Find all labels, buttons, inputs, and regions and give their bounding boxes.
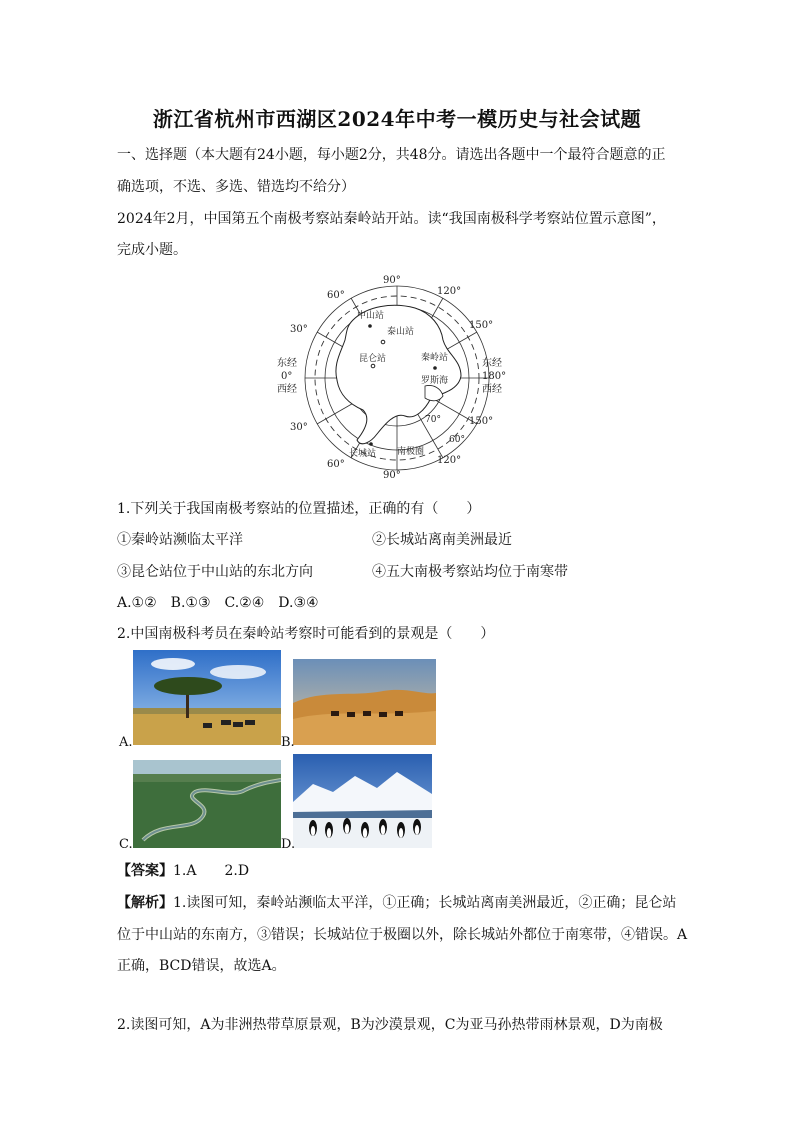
analysis-line-3: 正确，BCD错误，故选A。 — [117, 958, 286, 974]
label-west-right: 西经 — [482, 384, 502, 395]
label-lat-60: 60° — [449, 435, 465, 445]
label-lat-70: 70° — [425, 415, 441, 425]
label-option-a: A. — [119, 735, 133, 750]
page-title: 浙江省杭州市西湖区2024年中考一模历史与社会试题 — [152, 107, 642, 131]
label-lon-60-bottom-left: 60° — [327, 459, 345, 470]
label-antarctic-circle: 南极圈 — [397, 447, 425, 457]
q1-option-4: ④五大南极考察站均位于南寒带 — [372, 564, 568, 580]
photo-antarctic-penguins — [293, 754, 432, 848]
label-lon-30-left: 30° — [290, 324, 308, 335]
question-intro-line-1: 2024年2月，中国第五个南极考察站秦岭站开站。读“我国南极科学考察站位置示意图”， — [117, 211, 666, 227]
label-lon-120-bottom-right: 120° — [437, 455, 462, 466]
analysis-tag: 【解析】 — [117, 895, 173, 911]
label-lon-120-top: 120° — [437, 286, 462, 297]
label-qinling-station: 秦岭站 — [421, 353, 449, 363]
photo-rainforest — [133, 760, 281, 848]
label-lon-90-top: 90° — [383, 275, 401, 286]
section-instructions-line-2: 确选项，不选、多选、错选均不给分） — [117, 179, 355, 195]
label-lon-150-bottom-right: 150° — [469, 416, 494, 427]
label-zhongshan-station: 中山站 — [357, 311, 385, 321]
q1-option-1: ①秦岭站濒临太平洋 — [117, 532, 243, 548]
q1-stem: 1.下列关于我国南极考察站的位置描述，正确的有（ ） — [117, 501, 481, 517]
label-lon-60-top: 60° — [327, 290, 345, 301]
antarctic-stations-map — [275, 268, 520, 488]
analysis-line-1 — [117, 894, 687, 912]
q1-option-3: ③昆仑站位于中山站的东北方向 — [117, 564, 313, 580]
label-option-c: C. — [119, 837, 133, 852]
label-taishan-station: 泰山站 — [387, 327, 415, 337]
label-west-left: 西经 — [277, 384, 297, 395]
label-lon-90-bottom: 90° — [383, 470, 401, 481]
label-ross-sea: 罗斯海 — [421, 376, 449, 386]
analysis-line-4: 2.读图可知，A为非洲热带草原景观，B为沙漠景观，C为亚马孙热带雨林景观，D为南极 — [117, 1017, 663, 1033]
question-intro-line-2: 完成小题。 — [117, 242, 187, 258]
q1-option-2: ②长城站离南美洲最近 — [372, 532, 512, 548]
photo-savanna — [133, 650, 281, 745]
label-lon-150-right: 150° — [469, 320, 494, 331]
analysis-text-1: 1.读图可知，秦岭站濒临太平洋，①正确；长城站离南美洲最近，②正确；昆仑站 — [173, 895, 677, 911]
label-changcheng-station: 长城站 — [349, 449, 377, 459]
analysis-line-2: 位于中山站的东南方，③错误；长城站位于极圈以外，除长城站外都位于南寒带，④错误。A — [117, 927, 688, 943]
answer-tag: 【答案】 — [117, 863, 173, 879]
label-kunlun-station: 昆仑站 — [359, 354, 387, 364]
q2-stem: 2.中国南极科考员在秦岭站考察时可能看到的景观是（ ） — [117, 626, 495, 642]
label-option-d: D. — [281, 837, 296, 852]
label-zero: 0° — [281, 371, 293, 382]
q1-choices: A.①② B.①③ C.②④ D.③④ — [117, 595, 319, 611]
label-east-left: 东经 — [277, 358, 297, 369]
label-180: 180° — [482, 371, 507, 382]
photo-desert — [293, 659, 436, 745]
answer-text: 1.A 2.D — [173, 863, 250, 879]
answer-line — [117, 862, 687, 880]
section-instructions-line-1: 一、选择题（本大题有24小题，每小题2分，共48分。请选出各题中一个最符合题意的正 — [117, 147, 666, 163]
label-option-b: B. — [281, 735, 295, 750]
label-east-right: 东经 — [482, 358, 502, 369]
label-lon-30-bottom-left: 30° — [290, 422, 308, 433]
